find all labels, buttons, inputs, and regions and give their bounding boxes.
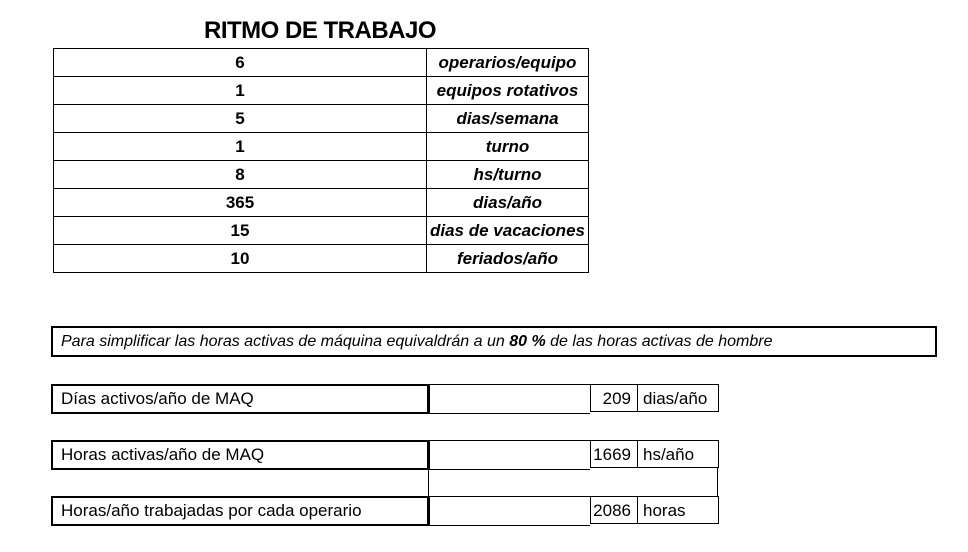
table-cell-unit[interactable]: dias/semana (427, 105, 589, 133)
table-cell-value[interactable]: 8 (54, 161, 427, 189)
metric-label[interactable]: Horas activas/año de MAQ (51, 440, 430, 470)
table-cell-value[interactable]: 365 (54, 189, 427, 217)
table-cell-unit[interactable]: dias/año (427, 189, 589, 217)
table-cell-value[interactable]: 10 (54, 245, 427, 273)
metric-value[interactable]: 1669 (590, 440, 638, 468)
table-cell-value[interactable]: 1 (54, 77, 427, 105)
table-row (54, 133, 589, 161)
table-row (54, 245, 589, 273)
table-cell-unit[interactable]: operarios/equipo (427, 49, 589, 77)
note-percent: 80 % (509, 333, 546, 350)
metric-value[interactable]: 209 (590, 384, 638, 412)
sheet-title: RITMO DE TRABAJO (204, 17, 436, 44)
note-text-before: Para simplificar las horas activas de máquina equivaldrán a un (61, 333, 510, 350)
table-cell-value[interactable]: 15 (54, 217, 427, 245)
blank-cell[interactable] (428, 496, 590, 526)
table-cell-unit[interactable]: turno (427, 133, 589, 161)
note-text-after: de las horas activas de hombre (545, 333, 773, 350)
metric-label[interactable]: Horas/año trabajadas por cada operario (51, 496, 430, 526)
table-row (54, 217, 589, 245)
metric-value[interactable]: 2086 (590, 496, 638, 524)
simplification-note[interactable] (51, 326, 937, 357)
blank-row[interactable] (428, 467, 718, 496)
metric-unit[interactable]: dias/año (638, 384, 719, 412)
metric-label[interactable]: Días activos/año de MAQ (51, 384, 430, 414)
table-cell-unit[interactable]: dias de vacaciones (427, 217, 589, 245)
table-cell-unit[interactable]: hs/turno (427, 161, 589, 189)
table-cell-unit[interactable]: feriados/año (427, 245, 589, 273)
blank-cell[interactable] (428, 384, 590, 414)
table-row (54, 105, 589, 133)
table-cell-unit[interactable]: equipos rotativos (427, 77, 589, 105)
table-row (54, 49, 589, 77)
table-row (54, 189, 589, 217)
ritmo-table (53, 48, 589, 273)
table-cell-value[interactable]: 1 (54, 133, 427, 161)
metric-unit[interactable]: hs/año (638, 440, 719, 468)
metric-unit[interactable]: horas (638, 496, 719, 524)
table-row (54, 77, 589, 105)
blank-cell[interactable] (428, 440, 590, 470)
table-cell-value[interactable]: 5 (54, 105, 427, 133)
table-row (54, 161, 589, 189)
table-cell-value[interactable]: 6 (54, 49, 427, 77)
